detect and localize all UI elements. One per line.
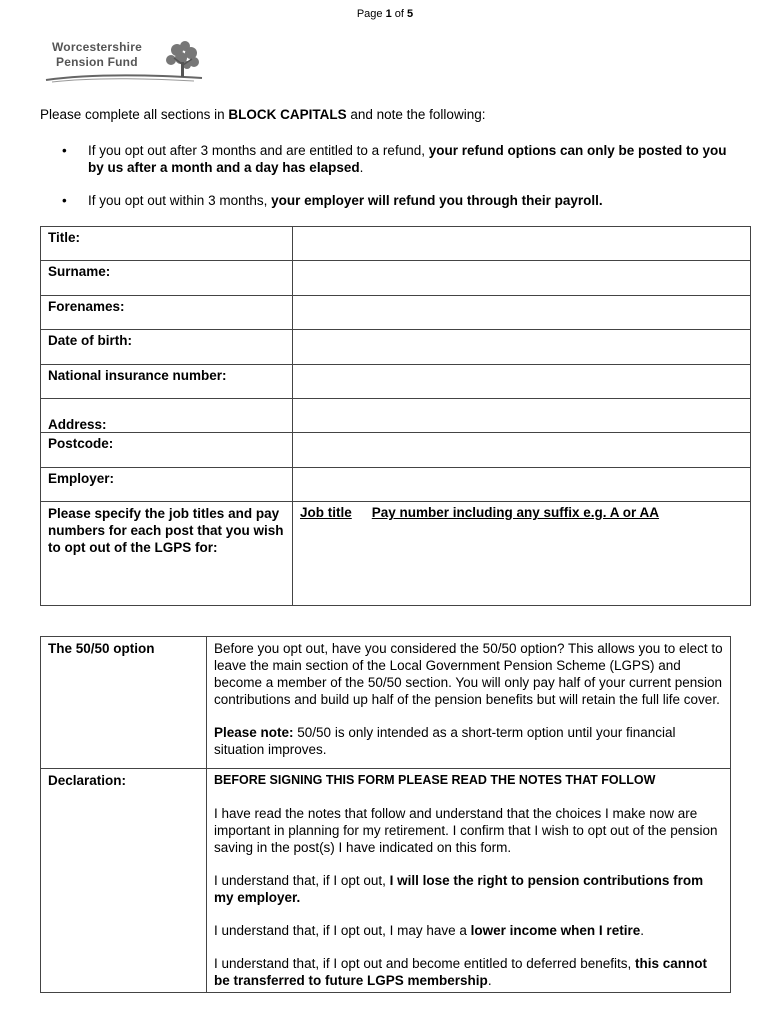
address-field[interactable] [293,399,751,433]
note-item: • If you opt out after 3 months and are entitled to a refund, your refund options can only be posted to you by us after a month and a day has elapsed. [62,143,727,175]
postcode-label: Postcode: [41,433,293,468]
declaration-heading: BEFORE SIGNING THIS FORM PLEASE READ THE NOTES THAT FOLLOW [214,773,656,787]
option-note: Please note: 50/50 is only intended as a short-term option until your financial situation improves. [214,725,676,757]
postcode-field[interactable] [293,433,751,468]
title-label: Title: [41,227,293,261]
logo-line-1: Worcestershire [52,40,142,54]
declaration-text [207,769,731,993]
worcestershire-pension-fund-logo [44,38,209,84]
option-paragraph: Before you opt out, have you considered the 50/50 option? This allows you to elect to leave the main section of the Local Government Pension Scheme (LGPS) and become a member of the 50/50 section. You will only pay half of your current pension contributions and build up half of the pension benefits but will retain the full life cover. [214,641,723,707]
surname-label: Surname: [41,261,293,296]
notes-list [62,142,732,225]
job-details-field[interactable] [293,502,751,606]
forenames-field[interactable] [293,296,751,330]
dob-field[interactable] [293,330,751,365]
employer-label: Employer: [41,468,293,502]
option-declaration-table [40,636,731,993]
intro-text: Please complete all sections in BLOCK CAPITALS and note the following: [40,107,486,122]
pay-number-header: Pay number including any suffix e.g. A or AA [371,505,660,520]
declaration-paragraph: I understand that, if I opt out, I may have a lower income when I retire. [214,923,644,938]
declaration-paragraph: I understand that, if I opt out and become entitled to deferred benefits, this cannot be transferred to future LGPS membership. [214,956,708,988]
job-title-header: Job title [300,505,352,520]
option-text [207,637,731,769]
title-field[interactable] [293,227,751,261]
personal-details-table [40,226,751,606]
surname-field[interactable] [293,261,751,296]
address-label: Address: [41,399,293,433]
job-details-label: Please specify the job titles and pay numbers for each post that you wish to opt out of the LGPS for: [41,502,293,606]
ni-number-field[interactable] [293,365,751,399]
employer-field[interactable] [293,468,751,502]
forenames-label: Forenames: [41,296,293,330]
page-number: Page 1 of 5 [356,8,414,20]
declaration-label: Declaration: [41,769,207,993]
logo-line-2: Pension Fund [56,55,138,69]
option-label: The 50/50 option [41,637,207,769]
declaration-paragraph: I understand that, if I opt out, I will lose the right to pension contributions from my employer. [214,873,704,905]
dob-label: Date of birth: [41,330,293,365]
ni-number-label: National insurance number: [41,365,293,399]
note-item: • If you opt out within 3 months, your employer will refund you through their payroll. [62,193,603,208]
declaration-paragraph: I have read the notes that follow and understand that the choices I make now are important in planning for my retirement. I confirm that I wish to opt out of the pension saving in the post(s) I have indicated on this form. [214,806,718,855]
